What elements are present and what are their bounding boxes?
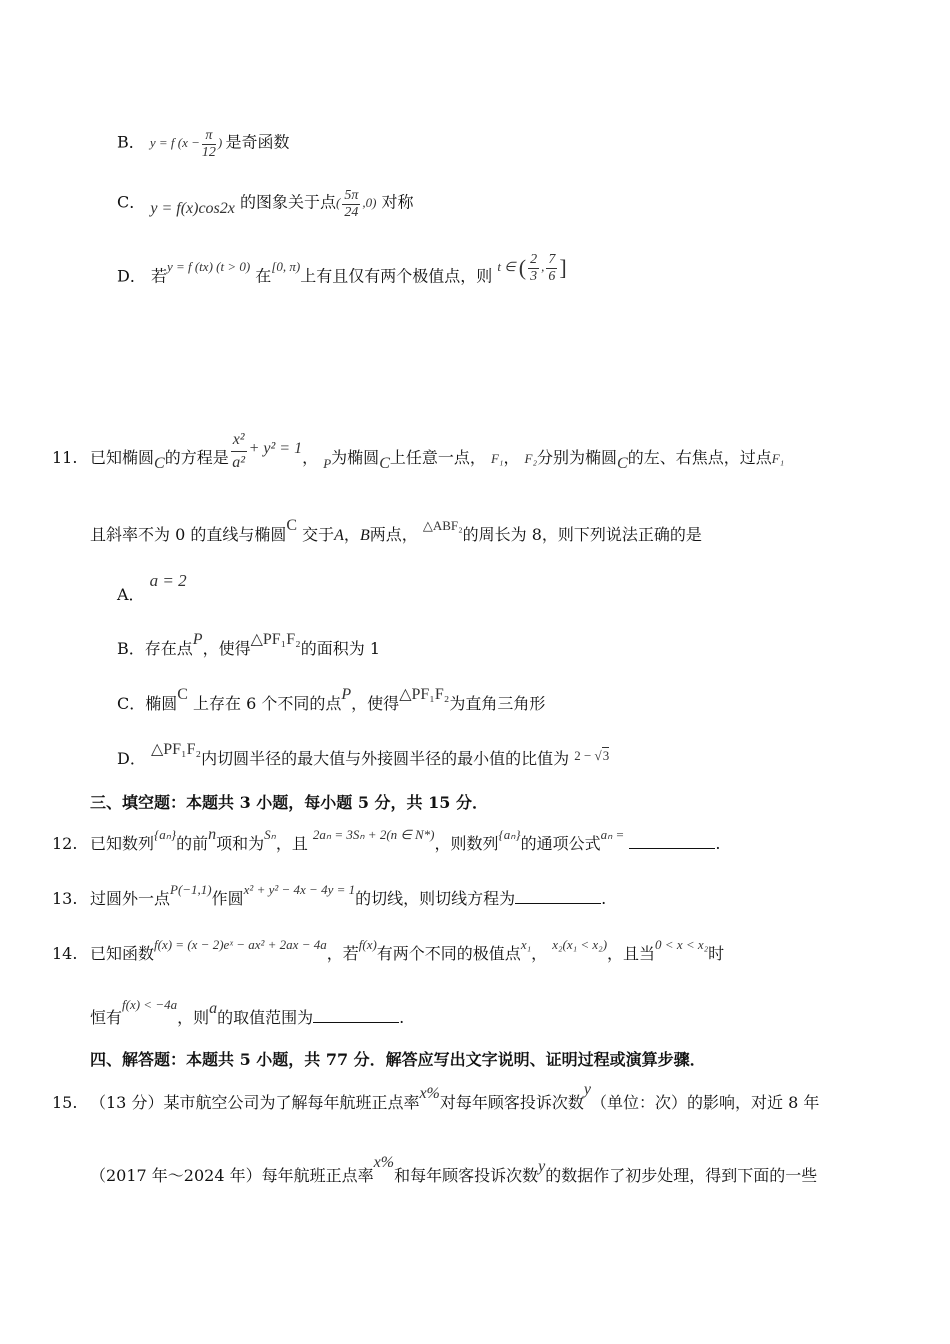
q12 [52,826,721,856]
question-text: 恒有 [90,1008,123,1027]
math-symbol: n [208,826,217,843]
formula: 0 < x < x₂ [655,937,709,952]
fraction-denominator: 12 [201,145,216,160]
question-text: ，且 [275,834,308,853]
fraction-denominator: 6 [548,269,556,284]
question-text: 分别为椭圆 [537,448,618,468]
formula: x² + y² − 4x − 4y = 1 [243,882,356,897]
question-number: 14. [52,944,78,963]
question-text: ， [503,448,520,468]
fraction [546,252,557,285]
question-text: 交于 [302,525,335,544]
question-text: 且斜率不为 0 的直线与椭圆 [90,525,287,544]
fraction-numerator: 2 [530,252,538,267]
option-text: 在 [255,266,272,286]
question-text: ，则数列 [434,834,499,853]
formula-part: ,0) [362,195,377,211]
q10-option-d [117,252,567,295]
triangle-symbol: △PF₁F₂ [399,686,450,703]
math-symbol: x₁ [520,937,532,952]
question-text: 的通项公式 [520,834,601,853]
q13 [52,882,607,911]
question-text: ， [531,944,548,963]
fraction [202,128,216,161]
formula: y = f (tx) (t > 0) [166,259,251,275]
formula-part: ) [217,135,223,151]
option-text: 是奇函数 [225,132,290,152]
question-text: . [715,834,721,853]
fraction-denominator: a² [232,454,246,471]
option-label: B． [117,639,145,658]
question-text: 的前 [176,834,209,853]
option-text: 的图象关于点 [239,192,336,212]
option-label: D． [117,266,146,286]
question-text: ， [343,525,360,544]
option-text: 椭圆 [145,694,178,713]
math-symbol: x% [373,1154,395,1171]
q10-option-b [117,128,290,161]
question-text: ，则 [177,1008,210,1027]
formula: y = f(x)cos2x [150,200,235,218]
q11-option-d [117,741,610,771]
formula-part: + y² = 1 [248,440,303,458]
option-text: 上有且仅有两个极值点，则 [300,266,493,286]
question-text: 两点， [369,525,418,544]
question-text: . [399,1008,405,1027]
math-symbol: C [379,455,390,473]
option-label: C． [117,694,146,713]
fraction-numerator: x² [231,429,247,452]
question-text: ，且当 [607,944,656,963]
question-text: 有两个不同的极值点 [376,944,521,963]
question-text: 上任意一点， [389,448,486,468]
sqrt-radicand: 3 [602,748,610,763]
section-title: 三、填空题：本题共 3 小题，每小题 5 分，共 15 分． [90,793,488,812]
option-text: ，使得 [202,639,251,658]
question-text: 的取值范围为 [217,1008,314,1027]
option-text: 对称 [381,192,414,212]
formula: a = 2 [149,571,187,590]
math-symbol: B [359,527,370,544]
option-label: B． [117,132,145,152]
formula-part: 2 − [574,748,592,763]
fraction [231,429,247,474]
formula: aₙ = [600,827,625,842]
option-text: 为直角三角形 [449,694,546,713]
question-text: . [601,889,607,908]
math-symbol: y [538,1158,546,1175]
bracket-open: ( [518,255,527,281]
ellipse-equation [229,431,303,471]
triangle-symbol: △PF₁F₂ [250,631,301,648]
question-text: 时 [708,944,725,963]
math-symbol: F₁ [490,451,504,467]
q15-line-1 [52,1081,820,1115]
question-text: 已知椭圆 [90,448,155,468]
q11-line-1 [52,431,785,482]
triangle-symbol: △ABF₂ [422,518,463,533]
question-number: 11. [52,448,78,468]
point-formula [335,188,377,220]
q11-option-c [117,686,546,716]
option-text: 存在点 [144,639,193,658]
question-text: 的切线，则切线方程为 [355,889,516,908]
question-text: 已知函数 [90,944,155,963]
section-title: 四、解答题：本题共 5 小题，共 77 分．解答应写出文字说明、证明过程或演算步骤． [90,1050,706,1069]
formula: f(x) < −4a [122,997,178,1012]
question-text: 的周长为 8，则下列说法正确的是 [462,525,702,544]
math-symbol: F₂ [524,451,538,467]
option-text: ，使得 [351,694,400,713]
question-text: 的方程是 [164,448,229,468]
question-text: 对每年顾客投诉次数 [439,1093,584,1112]
bracket-close: ] [559,255,567,281]
formula: P(−1,1) [170,882,212,897]
math-symbol: C [617,455,628,473]
question-text: ， [302,448,319,468]
fraction [342,188,360,221]
question-text: （单位：次）的影响，对近 8 年 [591,1093,820,1112]
math-symbol: {aₙ} [154,827,177,842]
option-label: A． [117,585,145,604]
formula: f(x) [358,937,377,952]
math-symbol: F₁ [771,451,785,467]
question-text: 作圆 [211,889,244,908]
formula: 2aₙ = 3Sₙ + 2(n ∈ N*) [312,827,435,842]
question-text: ，若 [326,944,359,963]
math-symbol: C [286,517,298,534]
math-symbol: y [583,1081,592,1098]
answer-blank[interactable] [313,1008,399,1023]
q14-line-1 [52,937,725,966]
q11-option-a [117,571,187,606]
fraction-denominator: 24 [344,205,359,220]
math-symbol: P [323,456,332,472]
fraction [528,252,539,285]
option-label: D． [117,749,146,768]
option-text: 若 [150,266,167,286]
q14-line-2 [90,997,405,1030]
question-number: 12. [52,834,78,853]
question-text: 为椭圆 [331,448,380,468]
math-symbol: C [154,455,165,473]
formula-part: t ∈ [497,259,516,275]
formula: f(x) = (x − 2)eˣ − ax² + 2ax − 4a [154,937,327,952]
answer-blank[interactable] [515,889,601,904]
option-text: 上存在 6 个不同的点 [193,694,342,713]
q15-line-2 [90,1154,818,1188]
question-text: 的数据作了初步处理，得到下面的一些 [545,1166,818,1185]
fraction-denominator: 3 [530,269,538,284]
fraction-numerator: π [202,128,216,145]
question-text: （2017 年～2024 年）每年航班正点率 [90,1166,374,1185]
question-text: 项和为 [216,834,265,853]
option-text: 的面积为 1 [300,639,381,658]
q11-line-2 [90,517,702,547]
formula-part: ( [335,195,341,211]
fraction-numerator: 7 [548,252,556,267]
math-symbol: P [341,686,352,703]
option-text: 内切圆半径的最大值与外接圆半径的最小值的比值为 [201,749,570,768]
question-text: 和每年顾客投诉次数 [394,1166,539,1185]
fraction-numerator: 5π [344,188,359,203]
question-text: 的左、右焦点，过点 [627,448,772,468]
q11-option-b [117,631,381,661]
math-symbol: C [177,686,188,703]
math-symbol: {aₙ} [498,827,521,842]
math-symbol: P [192,631,203,648]
question-number: 15. [52,1093,78,1112]
question-text: 过圆外一点 [90,889,171,908]
question-number: 13. [52,889,78,908]
formula [149,128,226,160]
option-label: C． [117,192,146,212]
q10-option-c [117,188,414,221]
t-range: t ∈ ( 2 3 , 7 6 ] [497,252,567,284]
formula: x₂(x₁ < x₂) [552,937,608,952]
math-symbol: x% [419,1085,440,1102]
interval: [0, π) [271,259,301,275]
answer-blank[interactable] [629,834,715,849]
formula-part: y = f (x − [149,135,200,151]
math-symbol: a [209,1000,218,1017]
triangle-symbol: △PF₁F₂ [150,741,202,758]
question-text: 已知数列 [90,834,155,853]
formula: 2 − √3 [574,748,610,763]
math-symbol: A [334,527,344,544]
math-symbol: Sₙ [264,827,276,842]
question-text: （13 分）某市航空公司为了解每年航班正点率 [90,1093,420,1112]
